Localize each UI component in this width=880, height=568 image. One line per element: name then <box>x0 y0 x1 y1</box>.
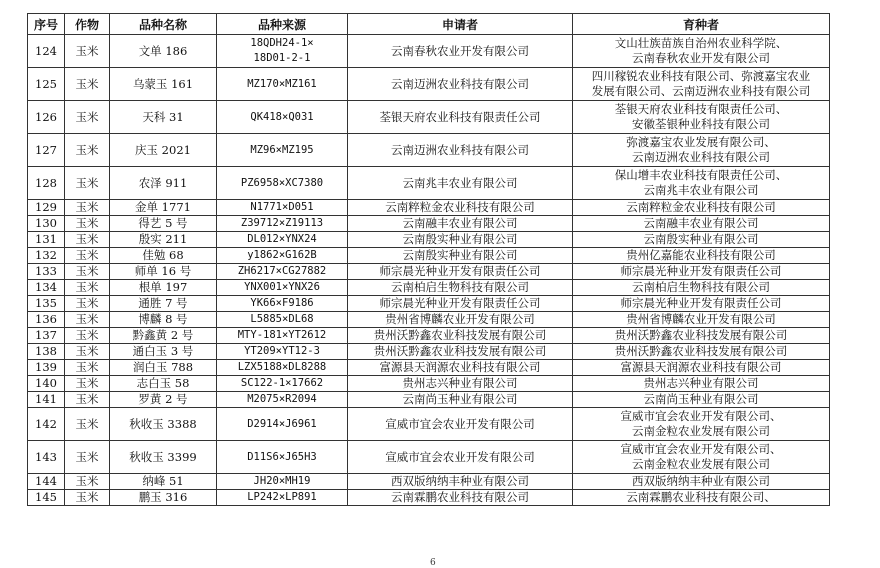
cell-breeder <box>573 232 830 248</box>
cell-source-line: PZ6958×XC7380 <box>240 176 324 189</box>
cell-breeder-line: 云南尚玉种业有限公司 <box>643 392 759 406</box>
cell-applicant: 云南春秋农业开发有限公司 <box>348 35 573 68</box>
cell-breeder <box>573 200 830 216</box>
table-row <box>28 200 830 216</box>
cell-applicant: 云南殷实种业有限公司 <box>348 232 573 248</box>
cell-crop: 玉米 <box>65 441 110 474</box>
header-crop: 作物 <box>65 14 110 35</box>
cell-crop: 玉米 <box>65 344 110 360</box>
cell-source-line: D2914×J6961 <box>247 417 317 430</box>
table-row <box>28 408 830 441</box>
cell-crop: 玉米 <box>65 280 110 296</box>
cell-breeder-line: 荃银天府农业科技有限责任公司、 <box>614 102 788 116</box>
cell-no: 129 <box>28 200 65 216</box>
cell-source <box>217 392 348 408</box>
table-row <box>28 441 830 474</box>
cell-applicant: 富源县天润源农业科技有限公司 <box>348 360 573 376</box>
cell-applicant: 贵州省博麟农业开发有限公司 <box>348 312 573 328</box>
cell-crop: 玉米 <box>65 296 110 312</box>
cell-breeder-line: 弥渡嘉宝农业发展有限公司、 <box>626 135 776 149</box>
cell-source-line: 18D01-2-1 <box>253 52 311 64</box>
table-row <box>28 232 830 248</box>
cell-variety: 天科 31 <box>110 101 217 134</box>
cell-source <box>217 134 348 167</box>
cell-source <box>217 232 348 248</box>
cell-breeder-line: 云南霖鹏农业科技有限公司、 <box>626 490 776 504</box>
cell-no: 126 <box>28 101 65 134</box>
cell-variety: 博麟 8 号 <box>110 312 217 328</box>
cell-applicant: 贵州沃黔鑫农业科技发展有限公司 <box>348 344 573 360</box>
header-row <box>28 14 830 35</box>
cell-no: 138 <box>28 344 65 360</box>
cell-crop: 玉米 <box>65 376 110 392</box>
cell-applicant: 云南迈洲农业科技有限公司 <box>348 68 573 101</box>
cell-breeder-line: 云南粹粒金农业科技有限公司 <box>626 200 776 214</box>
cell-breeder-line: 文山壮族苗族自治州农业科学院、 <box>614 36 788 50</box>
table-row <box>28 474 830 490</box>
cell-no: 144 <box>28 474 65 490</box>
cell-breeder-line: 宣威市宜会农业开发有限公司、 <box>620 442 782 456</box>
cell-breeder-line: 云南金粒农业发展有限公司 <box>632 424 770 438</box>
cell-source-line: QK418×Q031 <box>250 110 314 123</box>
table-row <box>28 280 830 296</box>
cell-applicant: 云南融丰农业有限公司 <box>348 216 573 232</box>
cell-breeder <box>573 376 830 392</box>
cell-source <box>217 328 348 344</box>
cell-variety: 鹏玉 316 <box>110 490 217 506</box>
cell-source <box>217 200 348 216</box>
cell-source-line: Z39712×Z19113 <box>240 217 324 229</box>
cell-breeder <box>573 35 830 68</box>
cell-source <box>217 312 348 328</box>
table-row <box>28 296 830 312</box>
cell-variety: 文单 186 <box>110 35 217 68</box>
cell-source <box>217 490 348 506</box>
table-row <box>28 376 830 392</box>
cell-applicant: 云南柏启生物科技有限公司 <box>348 280 573 296</box>
cell-applicant: 云南霖鹏农业科技有限公司 <box>348 490 573 506</box>
cell-breeder <box>573 101 830 134</box>
cell-no: 135 <box>28 296 65 312</box>
cell-breeder <box>573 216 830 232</box>
cell-source-line: ZH6217×CG27882 <box>237 265 327 277</box>
cell-crop: 玉米 <box>65 312 110 328</box>
cell-applicant: 贵州沃黔鑫农业科技发展有限公司 <box>348 328 573 344</box>
cell-breeder <box>573 248 830 264</box>
cell-source-line: N1771×D051 <box>250 201 314 213</box>
cell-crop: 玉米 <box>65 392 110 408</box>
cell-source <box>217 248 348 264</box>
table-row <box>28 328 830 344</box>
cell-no: 136 <box>28 312 65 328</box>
cell-no: 143 <box>28 441 65 474</box>
cell-no: 125 <box>28 68 65 101</box>
cell-source-line: LZX5188×DL8288 <box>237 361 327 373</box>
cell-no: 134 <box>28 280 65 296</box>
header-applicant: 申请者 <box>348 14 573 35</box>
cell-applicant: 贵州志兴种业有限公司 <box>348 376 573 392</box>
cell-breeder-line: 云南春秋农业开发有限公司 <box>632 51 770 65</box>
table-row <box>28 312 830 328</box>
cell-applicant: 云南兆丰农业有限公司 <box>348 167 573 200</box>
cell-applicant: 云南迈洲农业科技有限公司 <box>348 134 573 167</box>
cell-variety: 纳峰 51 <box>110 474 217 490</box>
table-row <box>28 264 830 280</box>
cell-source-line: L5885×DL68 <box>250 313 314 325</box>
cell-breeder <box>573 392 830 408</box>
header-variety: 品种名称 <box>110 14 217 35</box>
cell-source-line: YT209×YT12-3 <box>244 345 320 357</box>
table-row <box>28 344 830 360</box>
cell-source <box>217 408 348 441</box>
cell-source-line: JH20×MH19 <box>253 475 311 487</box>
cell-crop: 玉米 <box>65 474 110 490</box>
cell-crop: 玉米 <box>65 134 110 167</box>
cell-source <box>217 296 348 312</box>
cell-breeder-line: 云南迈洲农业科技有限公司 <box>632 150 770 164</box>
cell-source <box>217 68 348 101</box>
cell-source-line: MZ96×MZ195 <box>250 143 314 156</box>
cell-source <box>217 101 348 134</box>
cell-breeder <box>573 328 830 344</box>
cell-breeder <box>573 68 830 101</box>
cell-breeder-line: 贵州省博麟农业开发有限公司 <box>626 312 776 326</box>
cell-variety: 润白玉 788 <box>110 360 217 376</box>
cell-applicant: 云南殷实种业有限公司 <box>348 248 573 264</box>
cell-applicant: 云南粹粒金农业科技有限公司 <box>348 200 573 216</box>
cell-source-line: LP242×LP891 <box>247 491 317 503</box>
cell-variety: 农泽 911 <box>110 167 217 200</box>
header-breeder: 育种者 <box>573 14 830 35</box>
cell-source <box>217 264 348 280</box>
cell-variety: 秋收玉 3399 <box>110 441 217 474</box>
cell-variety: 罗黄 2 号 <box>110 392 217 408</box>
table-row <box>28 392 830 408</box>
cell-no: 131 <box>28 232 65 248</box>
cell-source <box>217 216 348 232</box>
table-row <box>28 101 830 134</box>
cell-crop: 玉米 <box>65 490 110 506</box>
cell-crop: 玉米 <box>65 360 110 376</box>
cell-breeder <box>573 312 830 328</box>
cell-breeder-line: 云南融丰农业有限公司 <box>643 216 759 230</box>
cell-breeder-line: 贵州沃黔鑫农业科技发展有限公司 <box>614 344 788 358</box>
cell-source <box>217 441 348 474</box>
cell-crop: 玉米 <box>65 101 110 134</box>
cell-variety: 得艺 5 号 <box>110 216 217 232</box>
cell-no: 140 <box>28 376 65 392</box>
cell-breeder-line: 师宗晨光种业开发有限责任公司 <box>620 264 782 278</box>
cell-breeder <box>573 280 830 296</box>
cell-variety: 通胜 7 号 <box>110 296 217 312</box>
cell-variety: 金单 1771 <box>110 200 217 216</box>
cell-breeder <box>573 134 830 167</box>
cell-source-line: YK66×F9186 <box>250 297 314 309</box>
cell-breeder-line: 西双版纳纳丰种业有限公司 <box>632 474 770 488</box>
cell-source <box>217 35 348 68</box>
cell-breeder-line: 云南柏启生物科技有限公司 <box>632 280 770 294</box>
cell-applicant: 宣威市宜会农业开发有限公司 <box>348 408 573 441</box>
cell-breeder <box>573 264 830 280</box>
cell-variety: 黔鑫黄 2 号 <box>110 328 217 344</box>
cell-source <box>217 344 348 360</box>
cell-variety: 佳勉 68 <box>110 248 217 264</box>
cell-no: 127 <box>28 134 65 167</box>
cell-no: 145 <box>28 490 65 506</box>
cell-breeder-line: 贵州沃黔鑫农业科技发展有限公司 <box>614 328 788 342</box>
cell-variety: 秋收玉 3388 <box>110 408 217 441</box>
variety-table <box>27 13 830 506</box>
cell-no: 137 <box>28 328 65 344</box>
cell-no: 132 <box>28 248 65 264</box>
table-row <box>28 248 830 264</box>
cell-breeder-line: 宣威市宜会农业开发有限公司、 <box>620 409 782 423</box>
cell-breeder-line: 贵州亿嘉能农业科技有限公司 <box>626 248 776 262</box>
cell-source-line: MTY-181×YT2612 <box>237 329 327 341</box>
header-source: 品种来源 <box>217 14 348 35</box>
cell-crop: 玉米 <box>65 248 110 264</box>
cell-no: 139 <box>28 360 65 376</box>
table-row <box>28 360 830 376</box>
table-row <box>28 216 830 232</box>
cell-crop: 玉米 <box>65 328 110 344</box>
cell-crop: 玉米 <box>65 200 110 216</box>
cell-no: 142 <box>28 408 65 441</box>
cell-source-line: 18QDH24-1× <box>250 37 314 49</box>
table-row <box>28 134 830 167</box>
cell-source-line: DL012×YNX24 <box>247 233 317 245</box>
cell-crop: 玉米 <box>65 264 110 280</box>
cell-source-line: D11S6×J65H3 <box>247 450 317 463</box>
cell-breeder-line: 发展有限公司、云南迈洲农业科技有限公司 <box>591 84 811 98</box>
cell-source <box>217 474 348 490</box>
cell-source-line: y1862×G162B <box>247 249 317 261</box>
cell-crop: 玉米 <box>65 35 110 68</box>
cell-variety: 乌蒙玉 161 <box>110 68 217 101</box>
cell-crop: 玉米 <box>65 408 110 441</box>
cell-breeder-line: 四川稼锐农业科技有限公司、弥渡嘉宝农业 <box>591 69 811 83</box>
cell-source <box>217 376 348 392</box>
table-row <box>28 167 830 200</box>
cell-applicant: 荃银天府农业科技有限责任公司 <box>348 101 573 134</box>
cell-crop: 玉米 <box>65 232 110 248</box>
cell-breeder-line: 云南殷实种业有限公司 <box>643 232 759 246</box>
cell-breeder <box>573 360 830 376</box>
cell-source <box>217 360 348 376</box>
cell-breeder-line: 贵州志兴种业有限公司 <box>643 376 759 390</box>
cell-breeder-line: 师宗晨光种业开发有限责任公司 <box>620 296 782 310</box>
cell-breeder-line: 安徽荃银种业科技有限公司 <box>632 117 770 131</box>
cell-crop: 玉米 <box>65 167 110 200</box>
cell-variety: 志白玉 58 <box>110 376 217 392</box>
cell-source-line: MZ170×MZ161 <box>247 77 317 90</box>
cell-source-line: SC122-1×17662 <box>240 377 324 389</box>
cell-applicant: 师宗晨光种业开发有限责任公司 <box>348 264 573 280</box>
cell-breeder <box>573 344 830 360</box>
cell-variety: 殷实 211 <box>110 232 217 248</box>
table-row <box>28 490 830 506</box>
cell-breeder <box>573 474 830 490</box>
cell-variety: 师单 16 号 <box>110 264 217 280</box>
cell-variety: 庆玉 2021 <box>110 134 217 167</box>
cell-breeder-line: 云南金粒农业发展有限公司 <box>632 457 770 471</box>
cell-breeder-line: 富源县天润源农业科技有限公司 <box>620 360 782 374</box>
cell-no: 133 <box>28 264 65 280</box>
cell-applicant: 云南尚玉种业有限公司 <box>348 392 573 408</box>
table-row <box>28 35 830 68</box>
cell-no: 141 <box>28 392 65 408</box>
cell-applicant: 师宗晨光种业开发有限责任公司 <box>348 296 573 312</box>
cell-crop: 玉米 <box>65 216 110 232</box>
cell-breeder <box>573 167 830 200</box>
cell-breeder-line: 云南兆丰农业有限公司 <box>643 183 759 197</box>
header-no: 序号 <box>28 14 65 35</box>
cell-crop: 玉米 <box>65 68 110 101</box>
cell-breeder <box>573 441 830 474</box>
cell-applicant: 西双版纳纳丰种业有限公司 <box>348 474 573 490</box>
cell-no: 130 <box>28 216 65 232</box>
cell-applicant: 宣威市宜会农业开发有限公司 <box>348 441 573 474</box>
page-number: 6 <box>430 558 436 568</box>
cell-breeder-line: 保山增丰农业科技有限责任公司、 <box>614 168 788 182</box>
cell-breeder <box>573 408 830 441</box>
cell-source <box>217 280 348 296</box>
table-row <box>28 68 830 101</box>
cell-variety: 根单 197 <box>110 280 217 296</box>
cell-breeder <box>573 296 830 312</box>
cell-no: 128 <box>28 167 65 200</box>
cell-variety: 通白玉 3 号 <box>110 344 217 360</box>
cell-breeder <box>573 490 830 506</box>
cell-no: 124 <box>28 35 65 68</box>
cell-source <box>217 167 348 200</box>
cell-source-line: YNX001×YNX26 <box>244 281 320 293</box>
cell-source-line: M2075×R2094 <box>247 393 317 405</box>
